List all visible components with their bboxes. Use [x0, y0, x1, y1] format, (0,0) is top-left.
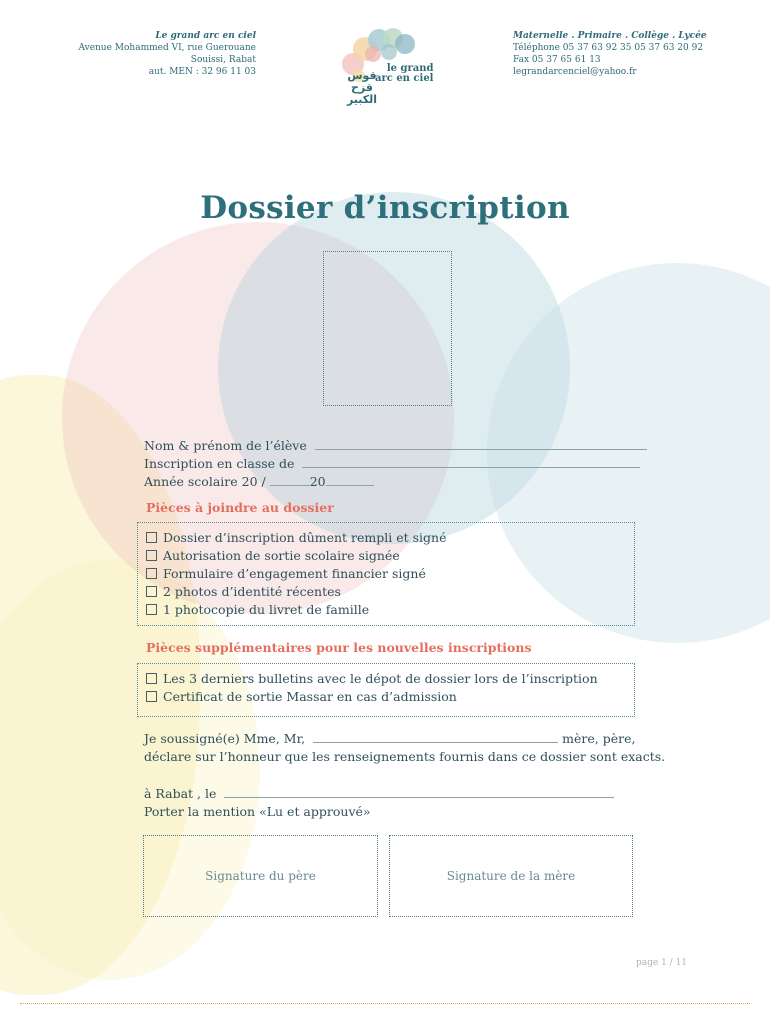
class-line[interactable]: [302, 456, 640, 468]
page-number: page 1 / 11: [636, 958, 688, 968]
required-doc-label: 2 photos d’identité récentes: [163, 584, 341, 599]
page-title: Dossier d’inscription: [200, 190, 570, 226]
school-year-prefix: Année scolaire 20 /: [144, 474, 266, 489]
place-date-line[interactable]: [224, 786, 614, 798]
phone-numbers: Téléphone 05 37 63 92 35 05 37 63 20 92: [513, 43, 704, 53]
school-address-block: [60, 30, 256, 78]
address-line-2: Souissi, Rabat: [190, 55, 256, 65]
logo-text-ar-line1: قوس قزح: [347, 69, 377, 94]
school-name: Le grand arc en ciel: [155, 31, 256, 41]
fax-number: Fax 05 37 65 61 13: [513, 55, 601, 65]
required-doc-label: Autorisation de sortie scolaire signée: [163, 548, 400, 563]
required-docs-title: Pièces à joindre au dossier: [146, 500, 334, 515]
mother-signature-label: Signature de la mère: [446, 869, 576, 883]
required-doc-item[interactable]: [146, 583, 626, 601]
approval-mention: Porter la mention «Lu et approuvé»: [144, 804, 371, 819]
photo-placeholder-box[interactable]: [323, 251, 452, 406]
required-doc-item[interactable]: [146, 601, 626, 619]
footer-divider: [20, 1003, 750, 1004]
email-address: legrandarcenciel@yahoo.fr: [513, 67, 637, 77]
logo-text-french: [375, 64, 433, 84]
place-date-field[interactable]: [144, 785, 614, 803]
father-signature-label: Signature du père: [205, 869, 316, 883]
authorization-number: aut. MEN : 32 96 11 03: [148, 67, 256, 77]
checkbox-icon[interactable]: [146, 550, 157, 561]
school-contact-block: [513, 30, 743, 78]
student-name-label: Nom & prénom de l’élève: [144, 438, 307, 453]
place-date-prefix: à Rabat , le: [144, 786, 217, 801]
declaration-line-1[interactable]: [144, 730, 635, 748]
declarant-name-line[interactable]: [313, 731, 558, 743]
declaration-suffix: mère, père,: [562, 731, 636, 746]
father-signature-box[interactable]: [143, 835, 378, 917]
required-doc-item[interactable]: [146, 547, 626, 565]
required-doc-label: 1 photocopie du livret de famille: [163, 602, 370, 617]
mother-signature-box[interactable]: [389, 835, 633, 917]
school-year-mid: 20: [309, 474, 326, 489]
logo-text-ar-line2: الكبير: [346, 93, 378, 106]
required-doc-item[interactable]: [146, 529, 626, 547]
extra-docs-title: Pièces supplémentaires pour les nouvelles inscriptions: [146, 640, 532, 655]
logo-text-arabic: [342, 70, 382, 106]
school-year-field[interactable]: [144, 474, 374, 489]
checkbox-icon[interactable]: [146, 673, 157, 684]
class-label: Inscription en classe de: [144, 456, 295, 471]
extra-doc-item[interactable]: [146, 688, 626, 706]
required-doc-label: Formulaire d’engagement financier signé: [163, 566, 426, 581]
checkbox-icon[interactable]: [146, 604, 157, 615]
extra-doc-label: Les 3 derniers bulletins avec le dépot de dossier lors de l’inscription: [163, 671, 598, 686]
address-line-1: Avenue Mohammed VI, rue Guerouane: [78, 43, 256, 53]
class-field[interactable]: [144, 456, 640, 471]
logo-text-fr-line1: le grand: [386, 63, 434, 74]
student-name-field[interactable]: [144, 438, 647, 453]
school-year-line-1[interactable]: [270, 474, 310, 486]
declaration-line-2: déclare sur l’honneur que les renseignements fournis dans ce dossier sont exacts.: [144, 749, 666, 764]
extra-doc-item[interactable]: [146, 670, 626, 688]
checkbox-icon[interactable]: [146, 568, 157, 579]
checkbox-icon[interactable]: [146, 532, 157, 543]
student-name-line[interactable]: [315, 438, 647, 450]
school-levels: Maternelle . Primaire . Collège . Lycée: [513, 31, 707, 41]
checkbox-icon[interactable]: [146, 586, 157, 597]
school-year-line-2[interactable]: [326, 474, 374, 486]
checkbox-icon[interactable]: [146, 691, 157, 702]
required-docs-box: [137, 522, 635, 626]
required-doc-item[interactable]: [146, 565, 626, 583]
logo-text-fr-line2: arc en ciel: [375, 73, 434, 84]
required-doc-label: Dossier d’inscription dûment rempli et signé: [163, 530, 447, 545]
extra-doc-label: Certificat de sortie Massar en cas d’admission: [163, 689, 457, 704]
extra-docs-box: [137, 663, 635, 717]
declaration-prefix: Je soussigné(e) Mme, Mr,: [144, 731, 306, 746]
